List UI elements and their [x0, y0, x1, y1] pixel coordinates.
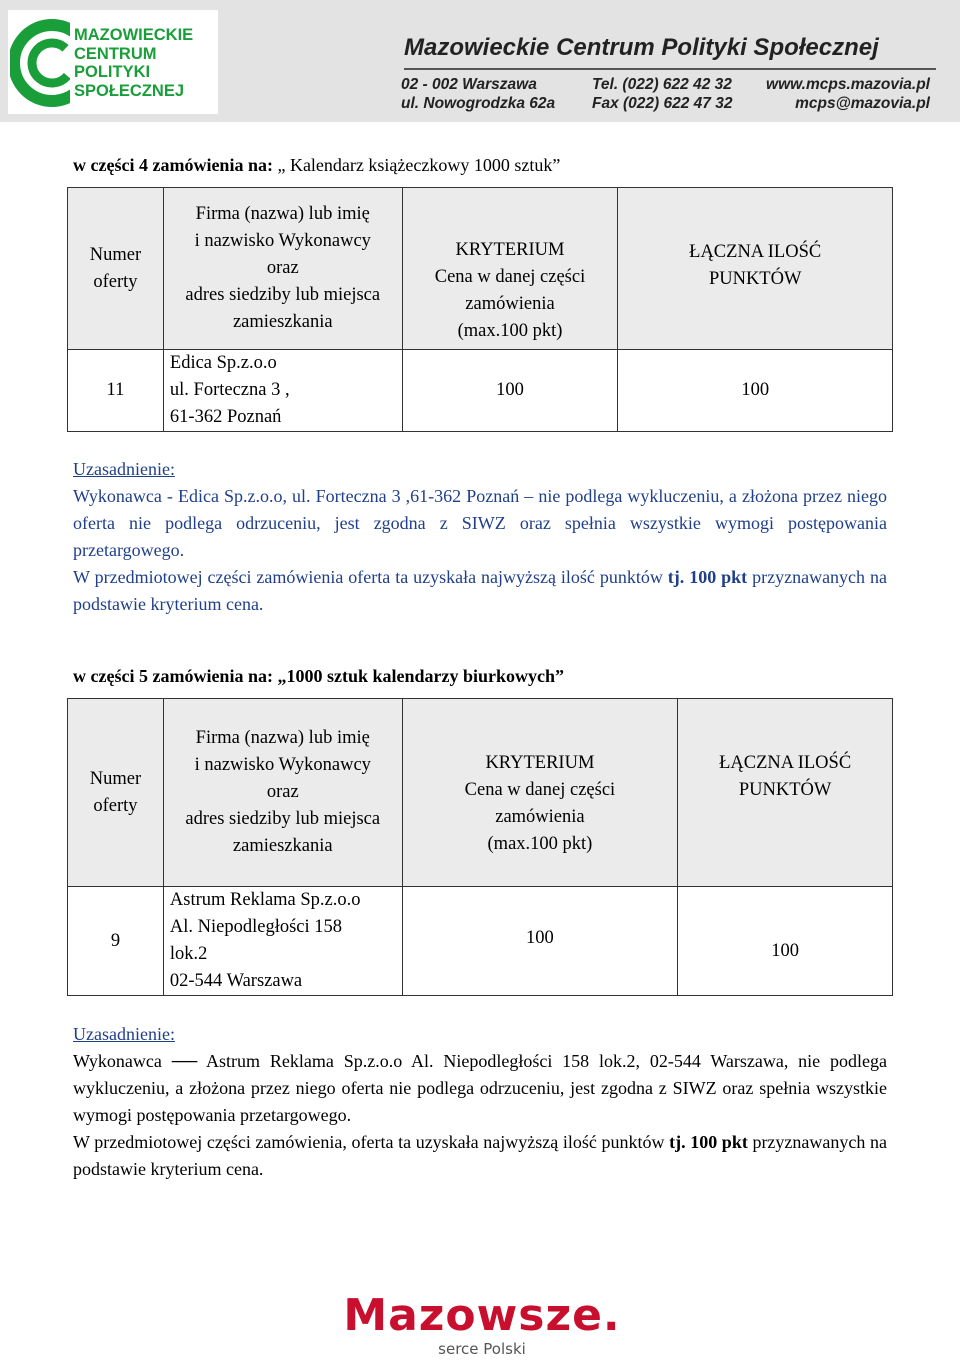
total-score: 100 [618, 350, 893, 432]
table-header-row [68, 699, 893, 887]
contractor-info: Edica Sp.z.o.o ul. Forteczna 3 , 61-362 Poznań [163, 350, 402, 432]
part5-heading: w części 5 zamówienia na: „1000 sztuk kalendarzy biurkowych” [73, 666, 564, 686]
institution-title: Mazowieckie Centrum Polityki Społecznej [404, 34, 879, 61]
phone-block: Tel. (022) 622 42 32 Fax (022) 622 47 32 [592, 76, 733, 112]
letterhead [0, 0, 960, 122]
col-offer-number: Numer oferty [68, 188, 164, 350]
col-criterion: KRYTERIUM Cena w danej części zamówienia (max.100 pkt) [402, 188, 618, 350]
contact-block [760, 75, 930, 113]
criterion-score: 100 [402, 350, 618, 432]
justification-text: Wykonawca - Edica Sp.z.o.o, ul. Forteczna 3 ,61-362 Poznań – nie podlega wykluczeniu, a złożona przez niego oferta nie podlega odrzuceniu, jest zgodna z SIWZ oraz spełnia wszystkie wymogi postępowania przetargowego. [73, 486, 887, 560]
table-row [68, 887, 893, 996]
result-text: W przedmiotowej części zamówienia, oferta ta uzyskała najwyższą ilość punktów tj. 100 pkt przyznawanych na podstawie kryterium cena. [73, 1132, 887, 1179]
logo-text: MAZOWIECKIE CENTRUM POLITYKI SPOŁECZNEJ [74, 26, 194, 100]
criterion-score: 100 [402, 887, 678, 996]
part4-table [67, 187, 893, 432]
part4-justification [73, 456, 887, 618]
part4-heading: w części 4 zamówienia na: „ Kalendarz książeczkowy 1000 sztuk” [73, 155, 561, 175]
email-link[interactable]: mcps@mazovia.pl [795, 95, 930, 112]
col-offer-number: Numer oferty [68, 699, 164, 887]
total-score: 100 [678, 887, 893, 996]
mazowsze-logo [322, 1290, 642, 1364]
brand-wordmark: Mazowsze. [343, 1290, 621, 1341]
justification-label: Uzasadnienie: [73, 459, 175, 479]
mcps-logo-mark-icon [10, 18, 70, 108]
table-row [68, 350, 893, 432]
col-total-points: ŁĄCZNA ILOŚĆ PUNKTÓW [678, 699, 893, 887]
header-divider [404, 68, 936, 70]
justification-label: Uzasadnienie: [73, 1024, 175, 1044]
part5-table [67, 698, 893, 996]
col-contractor: Firma (nazwa) lub imię i nazwisko Wykonawcy oraz adres siedziby lub miejsca zamieszkania [163, 699, 402, 887]
brand-tagline: serce Polski [438, 1340, 526, 1358]
address-block: 02 - 002 Warszawa ul. Nowogrodzka 62a [401, 76, 556, 112]
part5-justification [73, 1021, 887, 1183]
offer-number: 9 [68, 887, 164, 996]
offer-number: 11 [68, 350, 164, 432]
col-criterion: KRYTERIUM Cena w danej części zamówienia (max.100 pkt) [402, 699, 678, 887]
contractor-info: Astrum Reklama Sp.z.o.o Al. Niepodległości 158 lok.2 02-544 Warszawa [163, 887, 402, 996]
col-contractor: Firma (nazwa) lub imię i nazwisko Wykonawcy oraz adres siedziby lub miejsca zamieszkania [163, 188, 402, 350]
website-link[interactable]: www.mcps.mazovia.pl [766, 76, 930, 93]
col-total-points: ŁĄCZNA ILOŚĆ PUNKTÓW [618, 188, 893, 350]
result-text: W przedmiotowej części zamówienia oferta ta uzyskała najwyższą ilość punktów tj. 100 pkt przyznawanych na podstawie kryterium cena. [73, 567, 887, 614]
table-header-row [68, 188, 893, 350]
justification-text: Wykonawca ── Astrum Reklama Sp.z.o.o Al. Niepodległości 158 lok.2, 02-544 Warszawa, nie podlega wykluczeniu, a złożona przez niego oferta nie podlega odrzuceniu, jest zgodna z SIWZ oraz spełnia wszystkie wymogi postępowania przetargowego. [73, 1051, 887, 1125]
mcps-logo [8, 10, 218, 114]
